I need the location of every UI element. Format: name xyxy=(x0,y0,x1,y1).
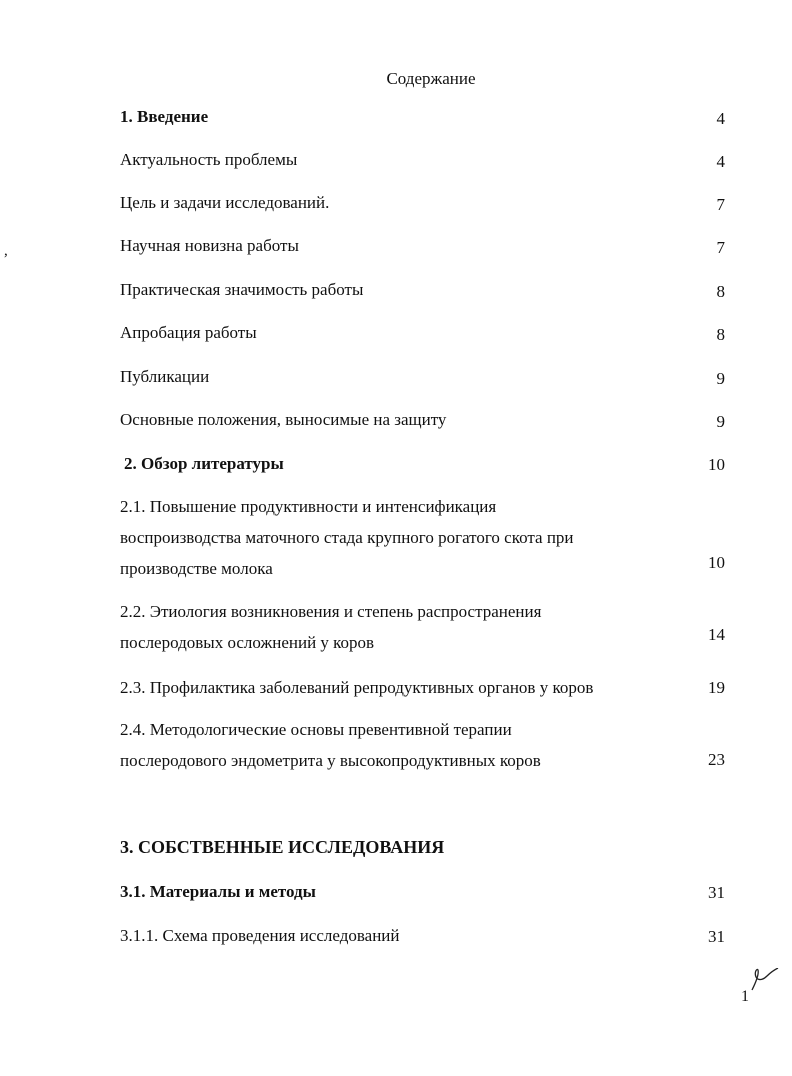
toc-entry-page: 8 xyxy=(716,325,725,344)
toc-entry-page: 10 xyxy=(708,455,725,474)
toc-entry-label: Публикации xyxy=(120,367,210,386)
toc-entry-line: 2.2. Этиология возникновения и степень распространения xyxy=(120,602,542,621)
toc-title: Содержание xyxy=(386,69,476,88)
toc-entry-line: 2.1. Повышение продуктивности и интенсификация xyxy=(120,497,497,516)
toc-entry-line: послеродовых осложнений у коров xyxy=(120,633,375,652)
toc-entry-label: Основные положения, выносимые на защиту xyxy=(120,410,447,429)
toc-entry-page: 4 xyxy=(716,152,725,171)
toc-entry-label: Апробация работы xyxy=(120,323,257,342)
toc-entry-line: послеродового эндометрита у высокопродуктивных коров xyxy=(120,751,541,770)
toc-entry-page: 23 xyxy=(708,750,725,769)
toc-entry-label: 2. Обзор литературы xyxy=(124,454,284,473)
toc-entry-page: 7 xyxy=(716,195,725,214)
toc-entry-label: Цель и задачи исследований. xyxy=(120,193,330,212)
toc-entry-label: Практическая значимость работы xyxy=(120,280,364,299)
toc-entry-page: 9 xyxy=(716,412,725,431)
toc-entry-page: 4 xyxy=(716,109,725,128)
stray-mark: , xyxy=(4,243,8,259)
toc-entry-multiline xyxy=(120,491,725,584)
toc-entry-label: 2.3. Профилактика заболеваний репродуктивных органов у коров xyxy=(120,678,594,697)
toc-entry-line: воспроизводства маточного стада крупного рогатого скота при xyxy=(120,528,574,547)
toc-entry-page: 31 xyxy=(708,927,725,946)
toc-entry-page: 19 xyxy=(708,678,725,697)
toc-entry-label: Актуальность проблемы xyxy=(120,150,298,169)
toc-entry-label: 1. Введение xyxy=(120,107,209,126)
toc-entry-multiline xyxy=(120,596,725,658)
toc-entry-label: 3.1. Материалы и методы xyxy=(120,882,316,901)
toc-entry-line: 2.4. Методологические основы превентивной терапии xyxy=(120,720,512,739)
toc-entry-line: производстве молока xyxy=(120,559,273,578)
toc-entry-label: Научная новизна работы xyxy=(120,236,299,255)
toc-entry-page: 9 xyxy=(716,369,725,388)
toc-entry-page: 10 xyxy=(708,553,725,572)
handwritten-mark-icon xyxy=(750,968,780,994)
toc-entry-page: 7 xyxy=(716,238,725,257)
toc-entry-page: 31 xyxy=(708,883,725,902)
toc-entry-page: 8 xyxy=(716,282,725,301)
toc-entry-page: 14 xyxy=(708,625,725,644)
toc-entry-multiline xyxy=(120,714,725,776)
toc-entry-label: 3.1.1. Схема проведения исследований xyxy=(120,926,400,945)
page-number: 1 xyxy=(741,988,749,1005)
toc-section-label: 3. СОБСТВЕННЫЕ ИССЛЕДОВАНИЯ xyxy=(120,837,445,857)
